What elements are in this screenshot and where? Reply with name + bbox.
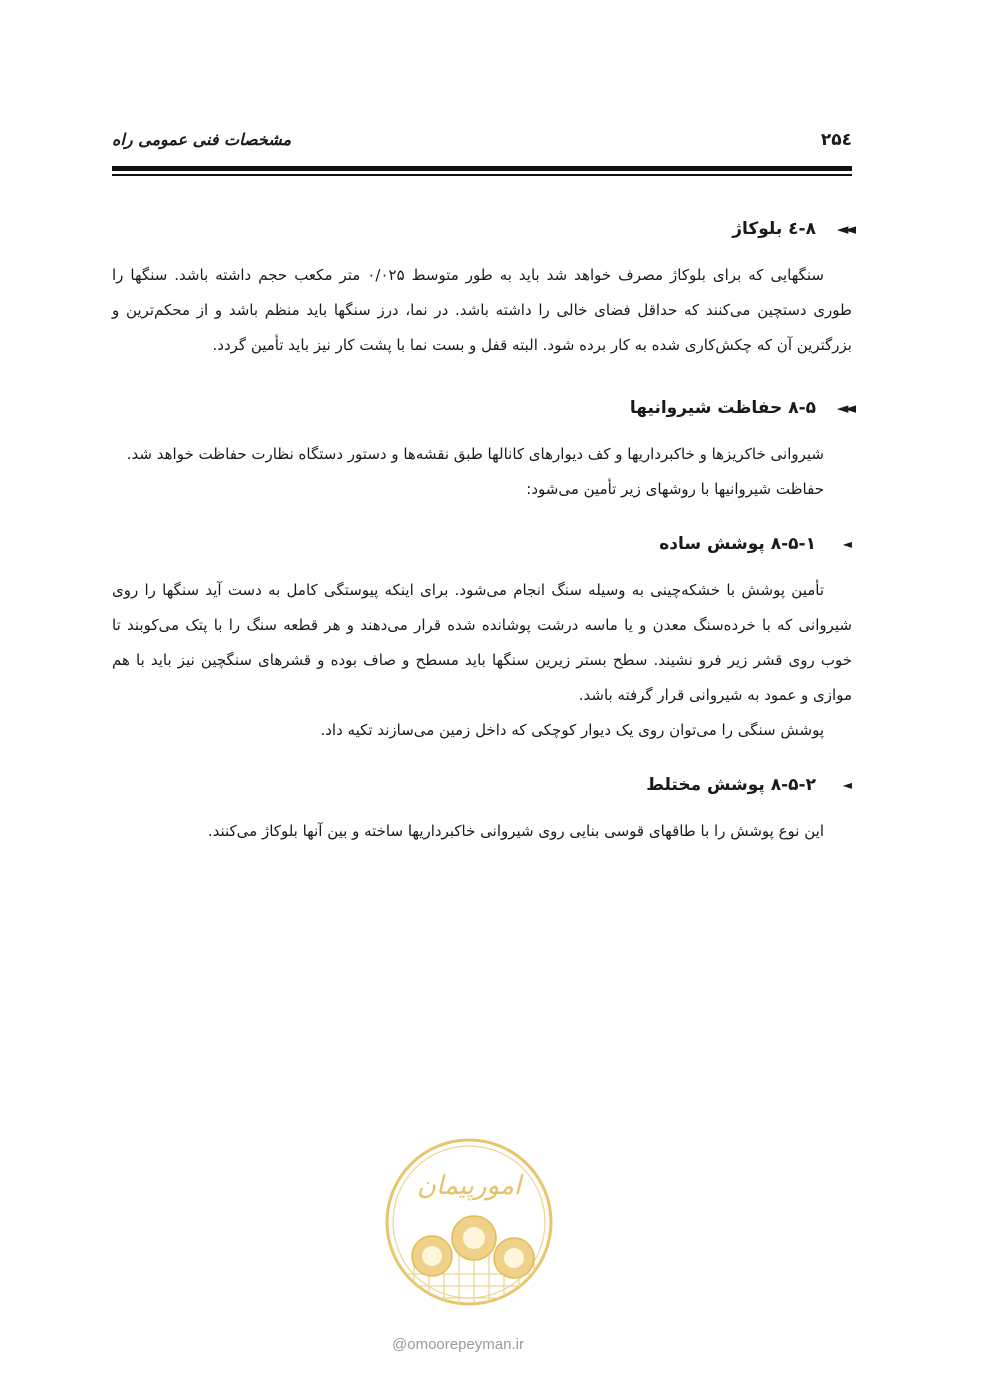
paragraph: تأمین پوشش با خشکه‌چینی به وسیله سنگ انجام می‌شود. برای اینکه پیوستگی کامل به دست آید سنگها را روی شیروانی که با خرده‌سنگ معدن و یا ماسه درشت پوشانده شده قرار می‌دهند و هر قطعه سنگ را با پتک می‌کوبند تا خوب روی قشر زیر فرو نشیند. سطح بستر زیرین سنگها باید مسطح و صاف بوده و قشرهای سنگچین نیز باید با هم موازی و عمود به شیروانی قرار گرفته باشد. (112, 581, 852, 704)
paragraph: این نوع پوشش را با طاقهای قوسی بنایی روی شیروانی خاکبرداریها ساخته و بین آنها بلوکاژ می‌کنند. (207, 822, 824, 840)
section-title: ۸-۵ حفاظت شیروانیها (629, 398, 816, 418)
section-heading-8-4 (112, 212, 852, 246)
subsection-heading-8-5-2 (112, 768, 852, 802)
header-rule-thick (112, 166, 852, 171)
arrow-icon: ◄ (842, 778, 852, 792)
double-arrow-icon: ◄◄ (836, 399, 852, 417)
subsection-title: ۸-۵-۲ پوشش مختلط (646, 775, 816, 795)
paragraph: شیروانی خاکریزها و خاکبرداریها و کف دیوارهای کانالها طبق نقشه‌ها و دستور دستگاه نظارت حفاظت خواهد شد. (126, 445, 824, 463)
header-rule-thin (112, 174, 852, 176)
page-content (112, 212, 852, 849)
paragraph: پوشش سنگی را می‌توان روی یک دیوار کوچکی که داخل زمین می‌سازند تکیه داد. (320, 721, 824, 739)
section-title: ۸-٤ بلوکاژ (732, 219, 816, 239)
watermark-logo (384, 1134, 554, 1324)
subsection-heading-8-5-1 (112, 527, 852, 561)
section-heading-8-5 (112, 391, 852, 425)
watermark-caption: @omoorepeyman.ir (392, 1336, 524, 1353)
double-arrow-icon: ◄◄ (836, 220, 852, 238)
watermark-logo-text: امورپیمان (416, 1171, 522, 1201)
paragraph: حفاظت شیروانیها با روشهای زیر تأمین می‌شود: (526, 480, 824, 498)
paragraph: سنگهایی که برای بلوکاژ مصرف خواهد شد باید به طور متوسط ۰/۰۲۵ متر مکعب حجم داشته باشد. سنگها را طوری دستچین می‌کنند که حداقل فضای خالی را داشته باشد. در نما، درز سنگها باید منظم باشد و از محکم‌ترین و بزرگترین آن که چکش‌کاری شده به کار برده شود. البته قفل و بست نما با پشت کار نیز باید تأمین گردد. (112, 266, 852, 354)
page-number: ۲۵٤ (820, 130, 852, 150)
page-header (112, 128, 852, 158)
arrow-icon: ◄ (842, 537, 852, 551)
running-title: مشخصات فنی عمومی راه (112, 130, 292, 149)
subsection-title: ۸-۵-۱ پوشش ساده (659, 534, 816, 554)
